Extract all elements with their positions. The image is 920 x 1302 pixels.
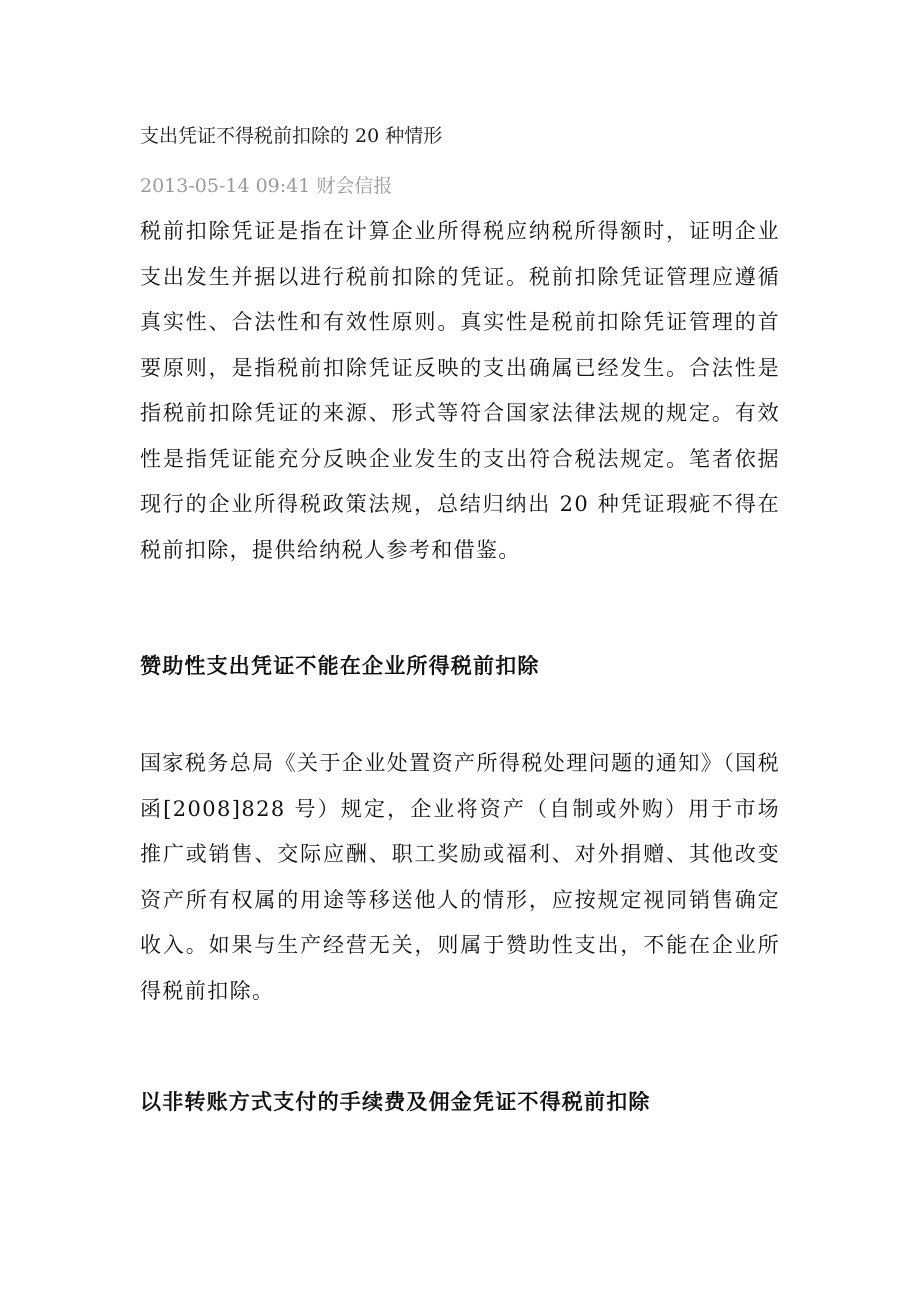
article-meta: 2013-05-14 09:41 财会信报 xyxy=(140,175,393,197)
article-title: 支出凭证不得税前扣除的 20 种情形 xyxy=(140,125,443,147)
section-heading-commission: 以非转账方式支付的手续费及佣金凭证不得税前扣除 xyxy=(140,1089,651,1114)
section-heading-sponsorship: 赞助性支出凭证不能在企业所得税前扣除 xyxy=(140,653,540,678)
section-paragraph-sponsorship: 国家税务总局《关于企业处置资产所得税处理问题的通知》（国税函[2008]828 号）规定，企业将资产（自制或外购）用于市场推广或销售、交际应酬、职工奖励或福利、对外捐赠、其他改变资产所有权属的用途等移送他人的情形，应按规定视同销售确定收入。如果与生产经营无关，则属于赞助性支出，不能在企业所得税前扣除。 xyxy=(140,751,780,1003)
intro-paragraph: 税前扣除凭证是指在计算企业所得税应纳税所得额时，证明企业支出发生并据以进行税前扣除的凭证。税前扣除凭证管理应遵循真实性、合法性和有效性原则。真实性是税前扣除凭证管理的首要原则，是指税前扣除凭证反映的支出确属已经发生。合法性是指税前扣除凭证的来源、形式等符合国家法律法规的规定。有效性是指凭证能充分反映企业发生的支出符合税法规定。笔者依据现行的企业所得税政策法规，总结归纳出 20 种凭证瑕疵不得在税前扣除，提供给纳税人参考和借鉴。 xyxy=(140,219,780,562)
